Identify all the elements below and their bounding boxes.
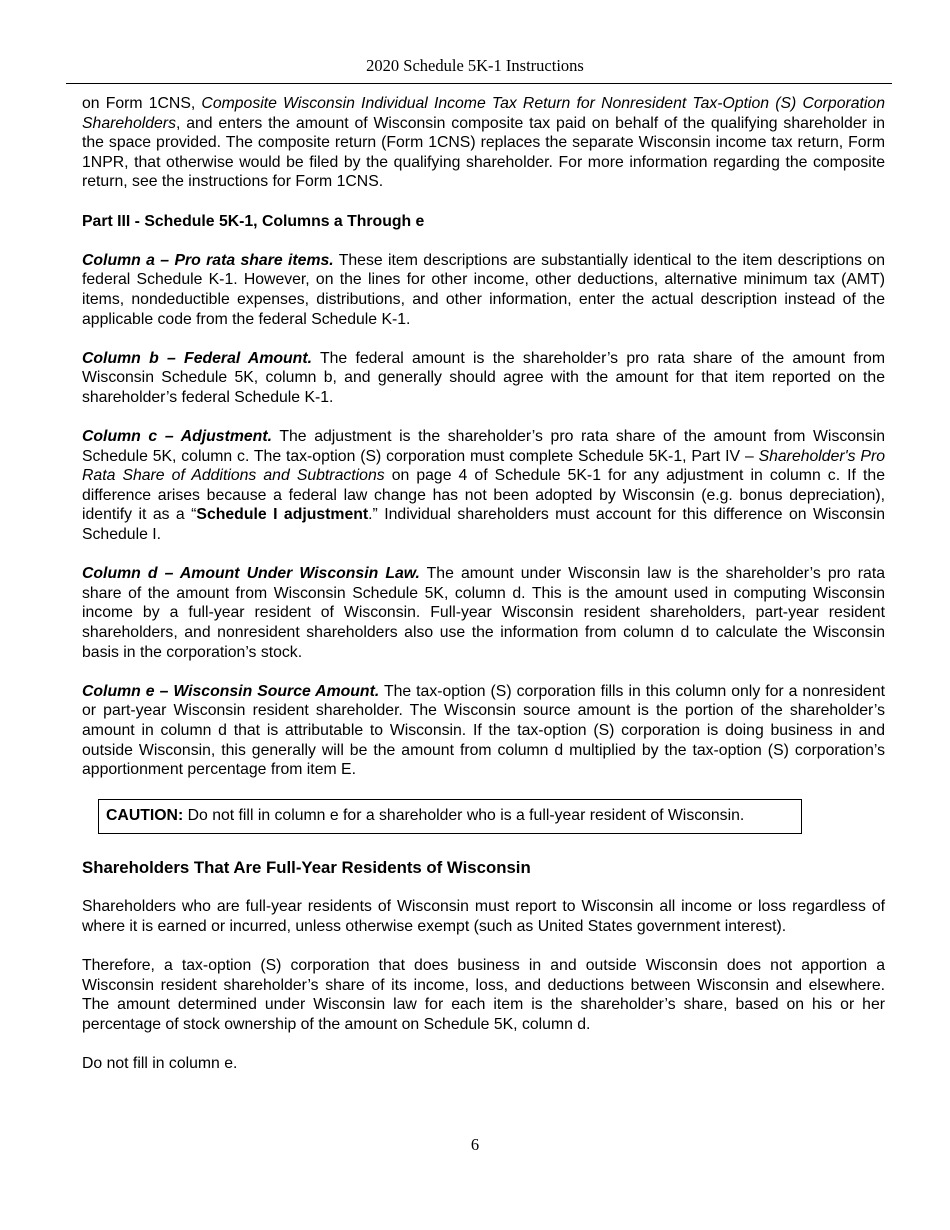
column-c-lead: Column c – Adjustment. — [82, 428, 272, 446]
caution-text: CAUTION: Do not fill in column e for a shareholder who is a full-year resident of Wisconsin. — [106, 807, 745, 825]
schedule-i-adjustment-term: Schedule I adjustment — [196, 506, 369, 524]
residents-paragraph-2: Therefore, a tax-option (S) corporation that does business in and outside Wisconsin does not apportion a Wisconsin resident shareholder’s share of its income, loss, and deductions between Wisconsin and elsewhere. The amount determined under Wisconsin law for each item is the shareholder’s share, based on his or her percentage of stock ownership of the amount on Schedule 5K, column d. — [82, 956, 885, 1033]
caution-label: CAUTION: — [106, 807, 184, 825]
column-d-lead: Column d – Amount Under Wisconsin Law. — [82, 565, 420, 583]
residents-paragraph-3: Do not fill in column e. — [82, 1054, 238, 1072]
residents-paragraph-1: Shareholders who are full-year residents of Wisconsin must report to Wisconsin all income or loss regardless of where it is earned or incurred, unless otherwise exempt (such as United States government interest). — [82, 898, 885, 935]
column-c-paragraph: Column c – Adjustment. The adjustment is the shareholder’s pro rata share of the amount from Wisconsin Schedule 5K, column c. The tax-option (S) corporation must complete Schedule 5K-1, Part IV – Shareholder's Pro Rata Share of Additions and Subtractions on page 4 of Schedule 5K-1 for any adjustment in column c. If the difference arises because a federal law change has not been adopted by Wisconsin (e.g. bonus depreciation), identify it as a “Schedule I adjustment.” Individual shareholders must account for this difference on Wisconsin Schedule I. — [82, 428, 886, 544]
column-a-lead: Column a – Pro rata share items. — [82, 251, 334, 269]
column-b-paragraph: Column b – Federal Amount. The federal amount is the shareholder’s pro rata share of the amount from Wisconsin Schedule 5K, column b, and generally should agree with the amount for that item reported on the shareholder’s federal Schedule K-1. — [82, 349, 885, 406]
column-e-lead: Column e – Wisconsin Source Amount. — [82, 682, 380, 700]
page-content — [82, 94, 885, 1093]
intro-paragraph: on Form 1CNS, Composite Wisconsin Individual Income Tax Return for Nonresident Tax-Option (S) Corporation Shareholders, and enters the amount of Wisconsin composite tax paid on behalf of the qualifying shareholder in the space provided. The composite return (Form 1CNS) replaces the separate Wisconsin income tax return, Form 1NPR, that otherwise would be filed by the qualifying shareholder. For more information regarding the composite return, see the instructions for Form 1CNS. — [82, 95, 885, 191]
column-d-paragraph: Column d – Amount Under Wisconsin Law. The amount under Wisconsin law is the shareholder’s pro rata share of the amount from Wisconsin Schedule 5K, column d. This is the amount used in computing Wisconsin income by a full-year resident of Wisconsin. Full-year Wisconsin resident shareholders, part-year resident shareholders, and nonresident shareholders also use the information from column d to calculate the Wisconsin basis in the corporation’s stock. — [82, 565, 886, 661]
part3-heading: Part III - Schedule 5K-1, Columns a Through e — [82, 212, 425, 230]
column-b-lead: Column b – Federal Amount. — [82, 349, 312, 367]
header-rule — [66, 83, 892, 84]
form-title-italic: Composite Wisconsin Individual Income Tax Return for Nonresident Tax-Option (S) Corporation Shareholders — [82, 95, 885, 132]
column-e-paragraph: Column e – Wisconsin Source Amount. The tax-option (S) corporation fills in this column only for a nonresident or part-year Wisconsin resident shareholder. The Wisconsin source amount is the portion of the shareholder’s amount in column d that is attributable to Wisconsin. If the tax-option (S) corporation is doing business in and outside Wisconsin, this generally will be the amount from column d multiplied by the tax-option (S) corporation’s apportionment percentage from item E. — [82, 682, 885, 779]
page-number: 6 — [470, 1135, 480, 1154]
page-header: 2020 Schedule 5K-1 Instructions — [366, 56, 584, 75]
caution-box — [98, 799, 802, 834]
residents-heading: Shareholders That Are Full-Year Residents of Wisconsin — [82, 857, 531, 877]
column-a-paragraph: Column a – Pro rata share items. These item descriptions are substantially identical to the item descriptions on federal Schedule K-1. However, on the lines for other income, other deductions, alternative minimum tax (AMT) items, nondeductible expenses, distributions, and other information, enter the actual description instead of the applicable code from the federal Schedule K-1. — [82, 251, 885, 328]
